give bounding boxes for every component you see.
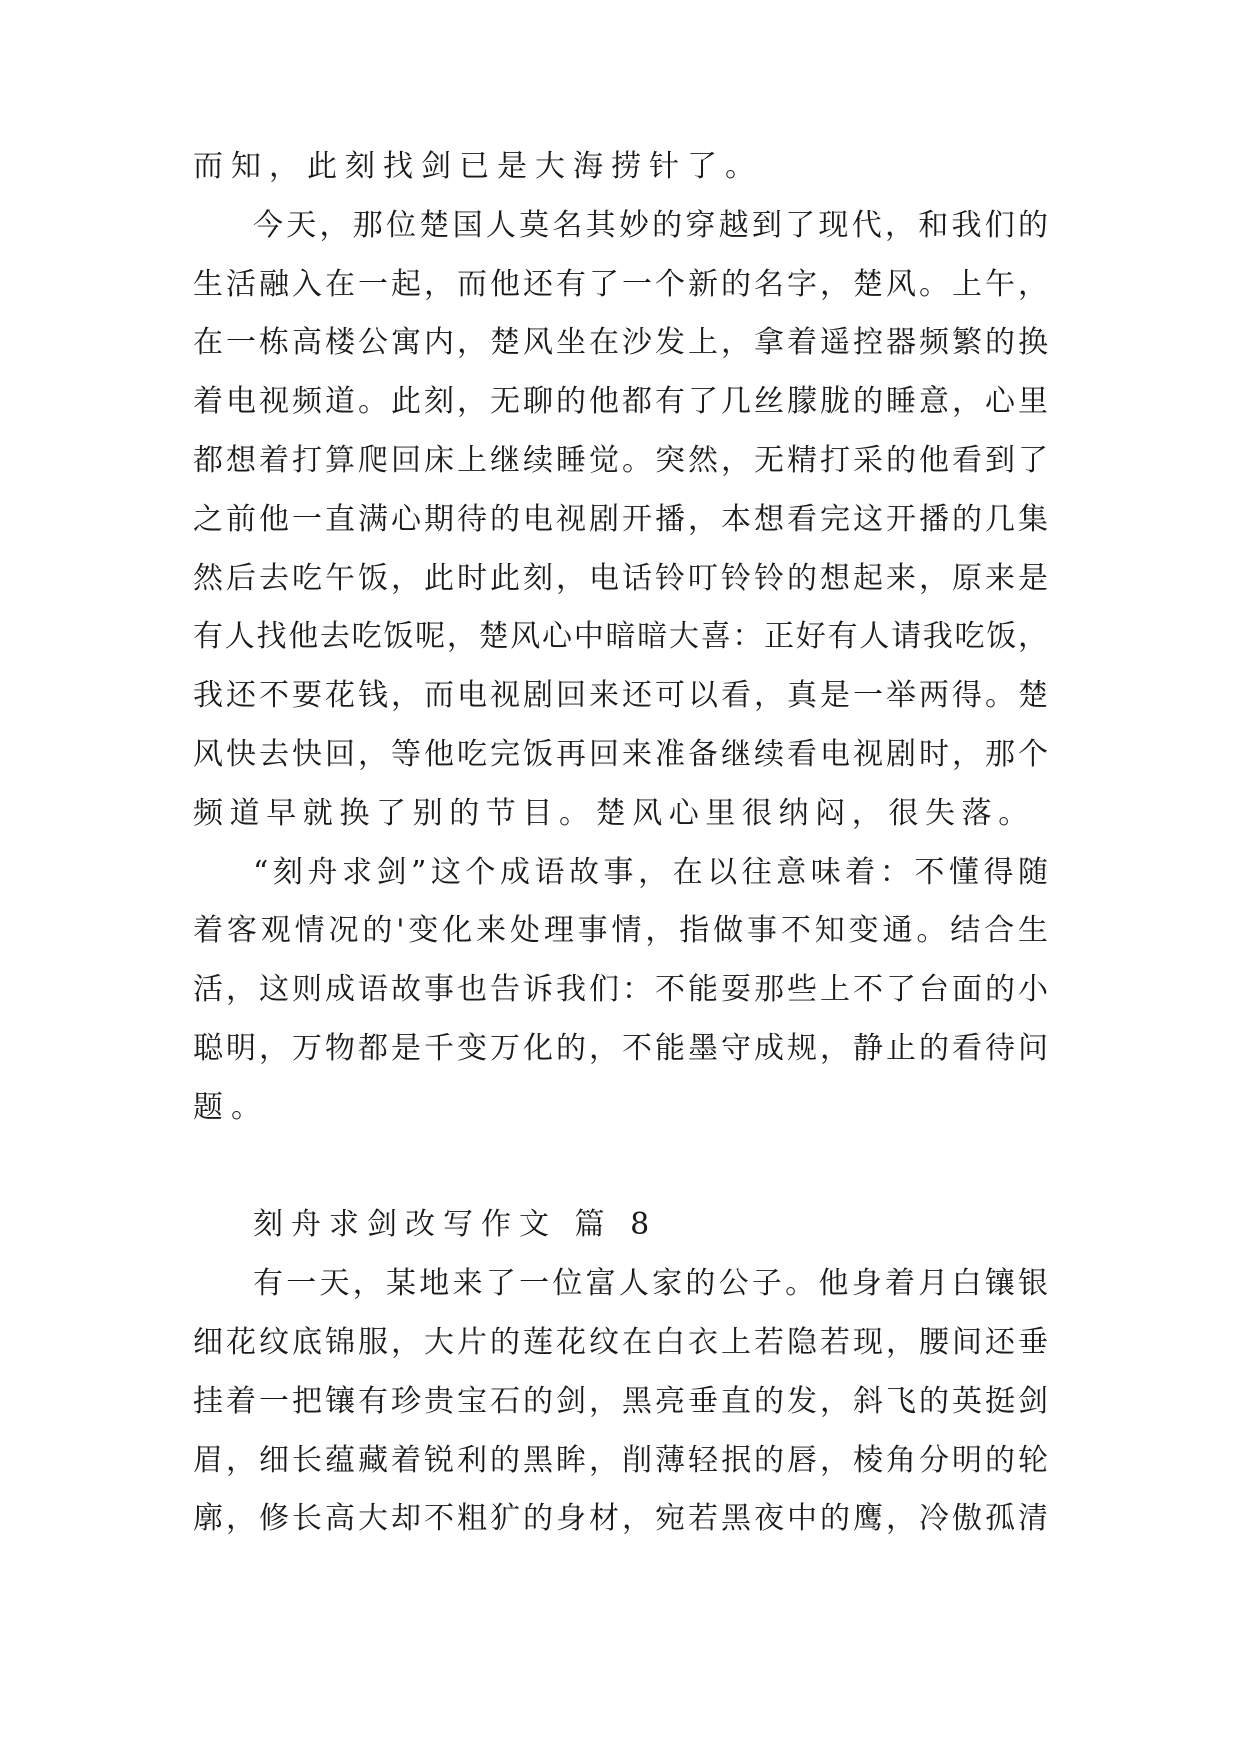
text-line: 眉，细长蕴藏着锐利的黑眸，削薄轻抿的唇，棱角分明的轮 [193,1442,1051,1478]
text-line: 今天，那位楚国人莫名其妙的穿越到了现代，和我们的 [253,207,1052,243]
text-line: 刻舟求剑改写作文 篇 8 [253,1207,658,1243]
text-line: “刻舟求剑”这个成语故事，在以往意味着：不懂得随 [253,854,1053,890]
text-line: 有一天，某地来了一位富人家的公子。他身着月白镶银 [253,1266,1052,1302]
text-line: 聪明，万物都是千变万化的，不能墨守成规，静止的看待问 [193,1031,1051,1066]
text-line: 活，这则成语故事也告诉我们：不能耍那些上不了台面的小 [193,972,1051,1008]
text-line: 题。 [193,1089,269,1125]
text-line: 频道早就换了别的节目。楚风心里很纳闷，很失落。 [193,795,1035,831]
text-line: 而知，此刻找剑已是大海捞针了。 [193,149,763,184]
text-line: 都想着打算爬回床上继续睡觉。突然，无精打采的他看到了 [193,443,1051,478]
text-line: 细花纹底锦服，大片的莲花纹在白衣上若隐若现，腰间还垂 [193,1325,1051,1360]
text-line: 我还不要花钱，而电视剧回来还可以看，真是一举两得。楚 [193,678,1051,714]
blank-line [193,1138,1048,1196]
text-line: 有人找他去吃饭呢，楚风心中暗暗大喜：正好有人请我吃饭， [193,619,1050,655]
text-line: 然后去吃午饭，此时此刻，电话铃叮铃铃的想起来，原来是 [193,560,1051,596]
text-line: 之前他一直满心期待的电视剧开播，本想看完这开播的几集 [193,501,1051,537]
text-line: 生活融入在一起，而他还有了一个新的名字，楚风。上午， [193,266,1051,302]
text-line: 着客观情况的'变化来处理事情，指做事不知变通。结合生 [193,913,1052,949]
text-line: 挂着一把镶有珍贵宝石的剑，黑亮垂直的发，斜飞的英挺剑 [193,1383,1051,1419]
text-line: 在一栋高楼公寓内，楚风坐在沙发上，拿着遥控器频繁的换 [193,325,1051,361]
text-line: 着电视频道。此刻，无聊的他都有了几丝朦胧的睡意，心里 [193,384,1051,420]
text-line: 风快去快回，等他吃完饭再回来准备继续看电视剧时，那个 [193,737,1051,772]
text-line: 廓，修长高大却不粗犷的身材，宛若黑夜中的鹰，冷傲孤清 [193,1501,1051,1537]
